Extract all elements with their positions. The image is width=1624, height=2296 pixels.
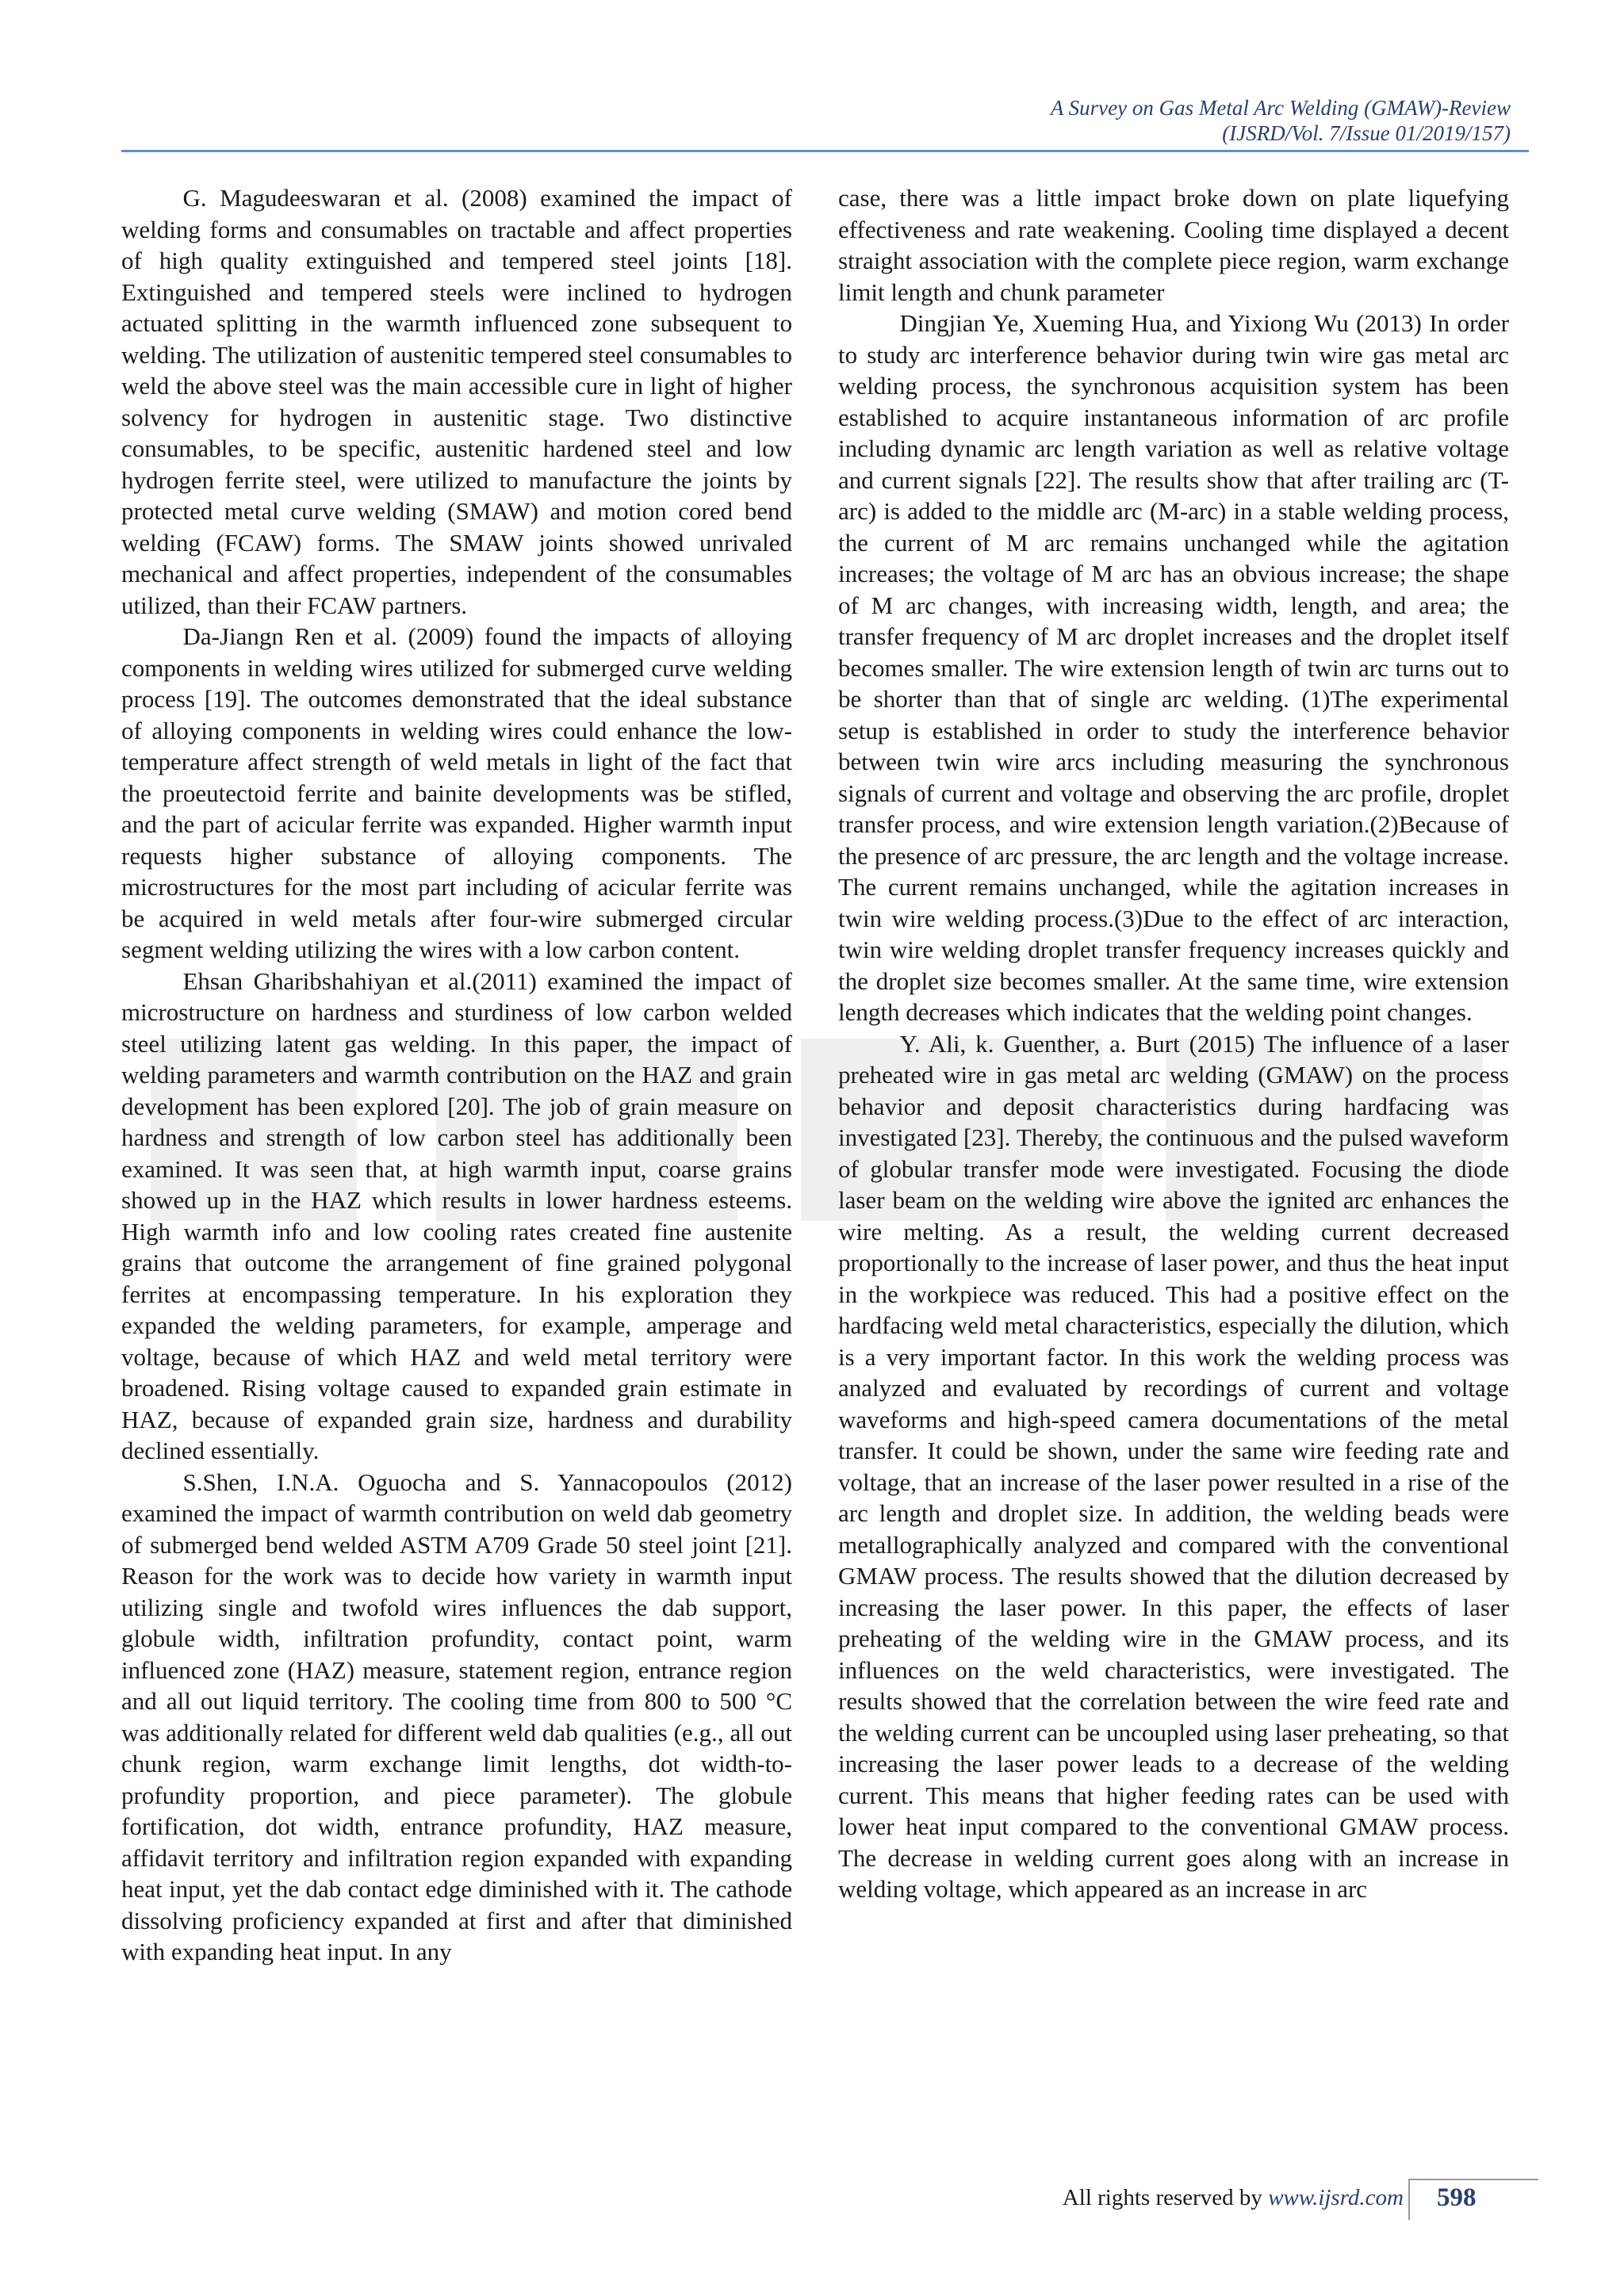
left-column xyxy=(121,182,792,1968)
website-link[interactable]: www.ijsrd.com xyxy=(1268,2185,1404,2210)
paragraph-magudeeswaran: G. Magudeeswaran et al. (2008) examined the impact of welding forms and consumables on tractable and affect properties of high quality extinguished and tempered steel joints [18]. Extinguished and tempered steels were inclined to hydrogen actuated splitting in the warmth influenced zone subsequent to welding. The utilization of austenitic tempered steel consumables to weld the above steel was the main accessible cure in light of higher solvency for hydrogen in austenitic stage. Two distinctive consumables, to be specific, austenitic hardened steel and low hydrogen ferrite steel, were utilized to manufacture the joints by protected metal curve welding (SMAW) and motion cored bend welding (FCAW) forms. The SMAW joints showed unrivaled mechanical and affect properties, independent of the consumables utilized, than their FCAW partners. xyxy=(121,184,792,619)
header-title: A Survey on Gas Metal Arc Welding (GMAW)-Review xyxy=(1050,96,1511,120)
paragraph-gharibshahiyan: Ehsan Gharibshahiyan et al.(2011) examined the impact of microstructure on hardness and sturdiness of low carbon welded steel utilizing latent gas welding. In this paper, the impact of welding parameters and warmth contribution on the HAZ and grain development has been explored [20]. The job of grain measure on hardness and strength of low carbon steel has additionally been examined. It was seen that, at high warmth input, coarse grains showed up in the HAZ which results in lower hardness esteems. High warmth info and low cooling rates created fine austenite grains that outcome the arrangement of fine grained polygonal ferrites at encompassing temperature. In his exploration they expanded the welding parameters, for example, amperage and voltage, because of which HAZ and weld metal territory were broadened. Rising voltage caused to expanded grain estimate in HAZ, because of expanded grain size, hardness and durability declined essentially. xyxy=(121,966,792,1464)
page-footer xyxy=(0,2179,1624,2226)
paragraph-shen: S.Shen, I.N.A. Oguocha and S. Yannacopoulos (2012) examined the impact of warmth contribution on weld dab geometry of submerged bend welded ASTM A709 Grade 50 steel joint [21]. Reason for the work was to decide how variety in warmth input utilizing single and twofold wires influences the dab support, globule width, infiltration profundity, contact point, warm influenced zone (HAZ) measure, statement region, entrance region and all out liquid territory. The cooling time from 800 to 500 °C was additionally related for different weld dab qualities (e.g., all out chunk region, warm exchange limit lengths, dot width-to-profundity proportion, and piece parameter). The globule fortification, dot width, entrance profundity, HAZ measure, affidavit territory and infiltration region expanded with expanding heat input, yet the dab contact edge diminished with it. The cathode dissolving proficiency expanded at first and after that diminished with expanding heat input. In any xyxy=(121,1468,792,1965)
rights-text: All rights reserved by xyxy=(1062,2185,1269,2210)
page-number: 598 xyxy=(1437,2183,1477,2212)
paragraph-ye-hua-wu: Dingjian Ye, Xueming Hua, and Yixiong Wu (2013) In order to study arc interference behavior during twin wire gas metal arc welding process, the synchronous acquisition system has been established to acquire instantaneous information of arc profile including dynamic arc length variation as well as relative voltage and current signals [22]. The results show that after trailing arc (T-arc) is added to the middle arc (M-arc) in a stable welding process, the current of M arc remains unchanged while the agitation increases; the voltage of M arc has an obvious increase; the shape of M arc changes, with increasing width, length, and area; the transfer frequency of M arc droplet increases and the droplet itself becomes smaller. The wire extension length of twin arc turns out to be shorter than that of single arc welding. (1)The experimental setup is established in order to study the interference behavior between twin wire arcs including measuring the synchronous signals of current and voltage and observing the arc profile, droplet transfer process, and wire extension length variation.(2)Because of the presence of arc pressure, the arc length and the voltage increase. The current remains unchanged, while the agitation increases in twin wire welding process.(3)Due to the effect of arc interaction, twin wire welding droplet transfer frequency increases quickly and the droplet size becomes smaller. At the same time, wire extension length decreases which indicates that the welding point changes. xyxy=(838,309,1509,1026)
paragraph-ali-guenther-burt: Y. Ali, k. Guenther, a. Burt (2015) The influence of a laser preheated wire in gas metal arc welding (GMAW) on the process behavior and deposit characteristics during hardfacing was investigated [23]. Thereby, the continuous and the pulsed waveform of globular transfer mode were investigated. Focusing the diode laser beam on the welding wire above the ignited arc enhances the wire melting. As a result, the welding current decreased proportionally to the increase of laser power, and thus the heat input in the workpiece was reduced. This had a positive effect on the hardfacing weld metal characteristics, especially the dilution, which is a very important factor. In this work the welding process was analyzed and evaluated by recordings of current and voltage waveforms and high-speed camera documentations of the metal transfer. It could be shown, under the same wire feeding rate and voltage, that an increase of the laser power resulted in a rise of the arc length and droplet size. In addition, the welding beads were metallographically analyzed and compared with the conventional GMAW process. The results showed that the dilution decreased by increasing the laser power. In this paper, the effects of laser preheating of the welding wire in the GMAW process, and its influences on the weld characteristics, were investigated. The results showed that the correlation between the wire feed rate and the welding current can be uncoupled using laser preheating, so that increasing the laser power leads to a decrease of the welding current. This means that higher feeding rates can be used with lower heat input compared to the conventional GMAW process. The decrease in welding current goes along with an increase in welding voltage, which appeared as an increase in arc xyxy=(838,1029,1509,1903)
running-header xyxy=(1051,95,1511,146)
header-citation: (IJSRD/Vol. 7/Issue 01/2019/157) xyxy=(1222,121,1511,145)
paragraph-ren: Da-Jiangn Ren et al. (2009) found the impacts of alloying components in welding wires utilized for submerged curve welding process [19]. The outcomes demonstrated that the ideal substance of alloying components in welding wires could enhance the low-temperature affect strength of weld metals in light of the fact that the proeutectoid ferrite and bainite developments was be stifled, and the part of acicular ferrite was expanded. Higher warmth input requests higher substance of alloying components. The microstructures for the most part including of acicular ferrite was be acquired in weld metals after four-wire submerged circular segment welding utilizing the wires with a low carbon content. xyxy=(121,622,792,963)
paragraph-continuation: case, there was a little impact broke down on plate liquefying effectiveness and rate weakening. Cooling time displayed a decent straight association with the complete piece region, warm exchange limit length and chunk parameter xyxy=(838,184,1509,306)
right-column xyxy=(838,182,1509,1905)
header-divider xyxy=(121,150,1529,152)
footer-rights xyxy=(1063,2185,1404,2211)
